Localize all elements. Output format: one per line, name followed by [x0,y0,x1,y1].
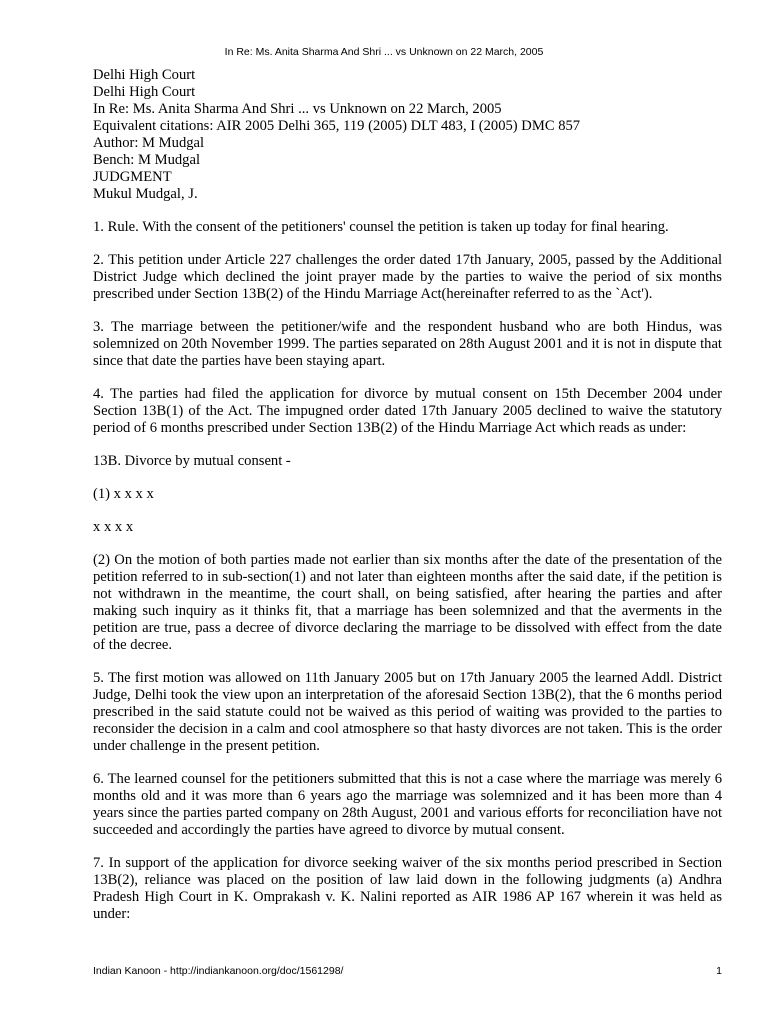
paragraph-6: 6. The learned counsel for the petitioners submitted that this is not a case where the marriage was merely 6 months old and it was more than 6 years ago the marriage was solemnized and it has been more than 4 years since the parties parted company on 28th August, 2001 and various efforts for reconciliation have not succeeded and accordingly the parties have agreed to divorce by mutual consent. [93,771,722,838]
judgment-heading: JUDGMENT [93,169,172,185]
paragraph-1: 1. Rule. With the consent of the petitioners' counsel the petition is taken up today for final hearing. [93,219,669,235]
paragraph-5: 5. The first motion was allowed on 11th January 2005 but on 17th January 2005 the learned Addl. District Judge, Delhi took the view upon an interpretation of the aforesaid Section 13B(2), that the 6 months period prescribed in the said statute could not be waived as this period of waiting was provided to the parties to reconsider the decision in a calm and cool atmosphere so that hasty divorces are not taken. This is the order under challenge in the present petition. [93,670,722,754]
running-header: In Re: Ms. Anita Sharma And Shri ... vs Unknown on 22 March, 2005 [224,46,544,58]
case-metadata [93,67,722,186]
judge-name: Mukul Mudgal, J. [93,186,198,202]
omitted-line: x x x x [93,519,134,535]
page-number: 1 [716,965,722,977]
paragraph-7: 7. In support of the application for divorce seeking waiver of the six months period prescribed in Section 13B(2), reliance was placed on the position of law laid down in the following judgments (a) Andhra Pradesh High Court in K. Omprakash v. K. Nalini reported as AIR 1986 AP 167 wherein it was held as under: [93,855,722,922]
author: Author: M Mudgal [93,135,205,151]
citations: Equivalent citations: AIR 2005 Delhi 365, 119 (2005) DLT 483, I (2005) DMC 857 [93,118,581,134]
paragraph-3: 3. The marriage between the petitioner/wife and the respondent husband who are both Hindus, was solemnized on 20th November 1999. The parties separated on 28th August 2001 and it is not in dispute that since that date the parties have been staying apart. [93,319,722,369]
case-title: In Re: Ms. Anita Sharma And Shri ... vs Unknown on 22 March, 2005 [93,101,502,117]
paragraph-2: 2. This petition under Article 227 challenges the order dated 17th January, 2005, passed by the Additional District Judge which declined the joint prayer made by the parties to waive the period of six months prescribed under Section 13B(2) of the Hindu Marriage Act(hereinafter referred to as the `Act'). [93,252,722,302]
section-13b-heading: 13B. Divorce by mutual consent - [93,453,291,469]
page-footer [93,965,722,977]
paragraph-4: 4. The parties had filed the application for divorce by mutual consent on 15th December 2004 under Section 13B(1) of the Act. The impugned order dated 17th January 2005 declined to waive the statutory period of 6 months prescribed under Section 13B(2) of the Hindu Marriage Act which reads as under: [93,386,722,436]
document-body [93,67,722,939]
subsection-2: (2) On the motion of both parties made not earlier than six months after the date of the presentation of the petition referred to in sub-section(1) and not later than eighteen months after the said date, if the petition is not withdrawn in the meantime, the court shall, on being satisfied, after hearing the parties and after making such inquiry as it thinks fit, that a marriage has been solemnized and that the averments in the petition are true, pass a decree of divorce declaring the marriage to be dissolved with effect from the date of the decree. [93,552,722,653]
footer-source-link[interactable]: Indian Kanoon - http://indiankanoon.org/doc/1561298/ [93,965,344,977]
court-name: Delhi High Court [93,67,196,83]
bench: Bench: M Mudgal [93,152,201,168]
court-name-repeat: Delhi High Court [93,84,196,100]
subsection-1: (1) x x x x [93,486,154,502]
